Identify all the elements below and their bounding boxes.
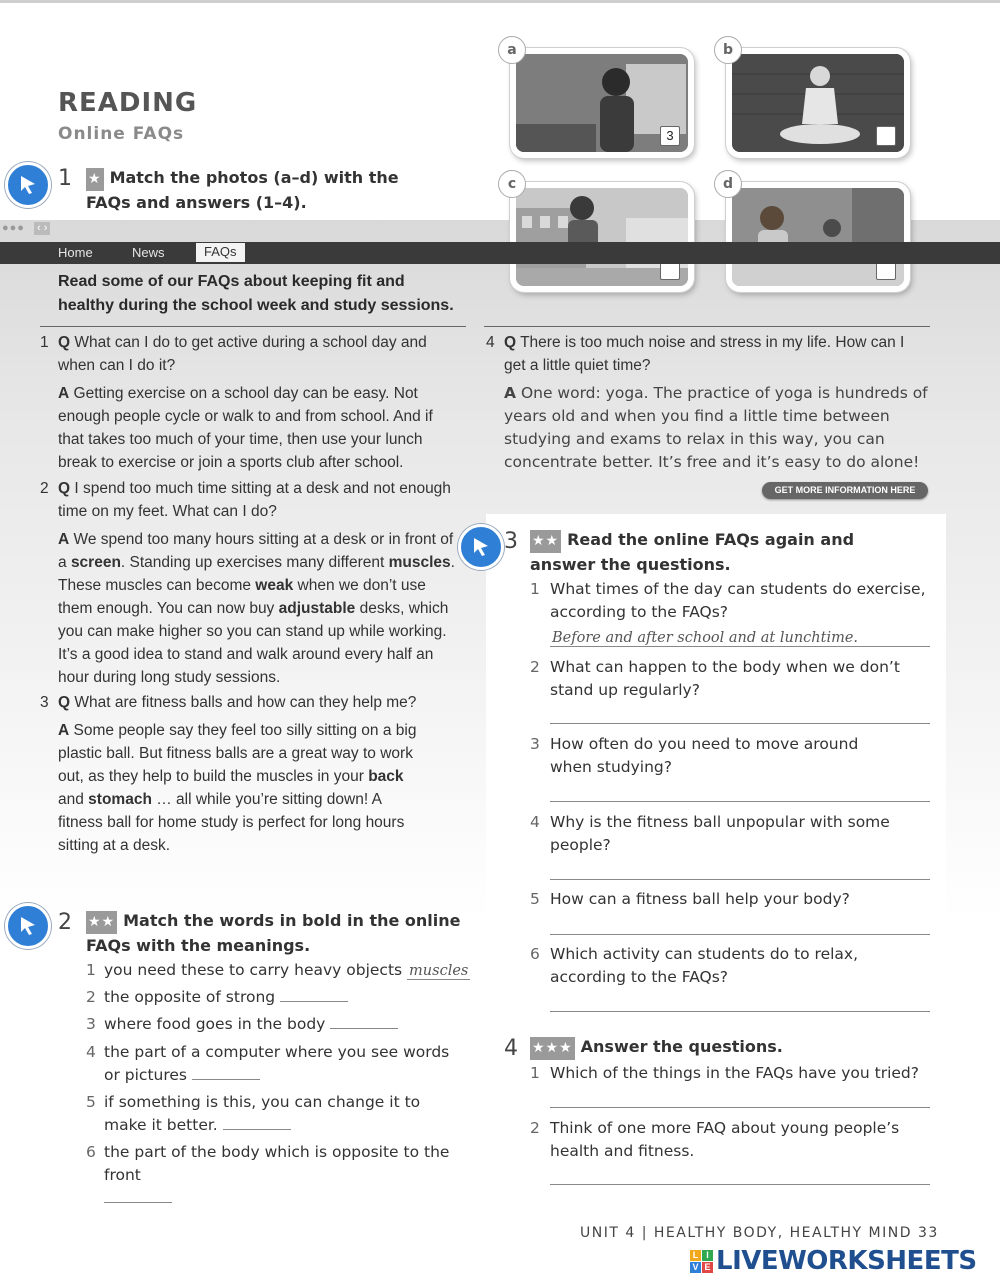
faq-1-answer-text: Getting exercise on a school day can be easy. Not enough people cycle or walk to and from school. And if that takes too much of your time, then use your lunch break to exercise or join a sports club after school.: [58, 385, 433, 471]
bold-word-screen: screen: [70, 554, 121, 571]
faq-1-question-text: What can I do to get active during a school day and when can I do it?: [58, 334, 427, 374]
ex2-item-2-answer[interactable]: [280, 987, 348, 1002]
faq-2-answer-part: . Standing up exercises many different: [120, 554, 389, 571]
ex4-q2-text: Think of one more FAQ about young people’s health and fitness.: [550, 1119, 900, 1160]
exercise-4-instructions: [530, 1035, 920, 1060]
ex2-item-1-answer[interactable]: muscles: [409, 963, 469, 979]
exercise-4-question-1: [530, 1062, 930, 1085]
exercise-2-pointer-icon[interactable]: [5, 903, 51, 949]
photo-a-answer-box[interactable]: 3: [660, 126, 680, 146]
faq-4-question: [486, 331, 930, 377]
faq-3-question: [40, 691, 448, 714]
ex2-item-5-answer[interactable]: [223, 1115, 291, 1130]
exercise-3-question-5: [530, 888, 920, 911]
ex2-item-6-answer[interactable]: [104, 1188, 172, 1203]
ex2-item-2-text: the opposite of strong: [104, 988, 276, 1006]
exercise-2-item-3: [86, 1013, 486, 1036]
photo-a: [507, 42, 694, 158]
ex3-q1-answer-line: [550, 646, 930, 647]
logo-letter: L: [690, 1250, 701, 1261]
faq-1-number: 1: [40, 334, 49, 351]
ex2-item-1-number: 1: [86, 961, 96, 979]
ex4-q2-answer-line: [550, 1184, 930, 1185]
footer-title: HEALTHY BODY, HEALTHY MIND: [653, 1225, 913, 1241]
section-subtitle: Online FAQs: [58, 124, 185, 144]
footer-separator: |: [641, 1225, 648, 1241]
ex2-item-1-line: [104, 959, 486, 983]
nav-tab-home[interactable]: Home: [58, 245, 93, 260]
ex2-item-4-answer[interactable]: [192, 1065, 260, 1080]
faq-3: [40, 691, 448, 857]
ex2-item-3-answer[interactable]: [330, 1014, 398, 1029]
get-more-info-button[interactable]: GET MORE INFORMATION HERE: [762, 482, 928, 499]
nav-tab-news[interactable]: News: [132, 245, 165, 260]
faq-2-answer: [40, 528, 458, 689]
ex2-item-5-number: 5: [86, 1093, 96, 1111]
bold-word-stomach: stomach: [88, 791, 152, 808]
faq-3-answer-part: and: [58, 791, 89, 808]
ex2-item-3-text: where food goes in the body: [104, 1015, 326, 1033]
intro-rule-left: [40, 326, 466, 327]
section-title: READING: [58, 88, 198, 118]
faq-4-answer-text: One word: yoga. The practice of yoga is hundreds of years old and when you find a little time between studying and exams to relax in this way, you can concentrate better. It’s free and it’s easy to do alone!: [504, 384, 928, 471]
bold-word-back: back: [368, 768, 404, 785]
faq-2-question-text: I spend too much time sitting at a desk and not enough time on my feet. What can I do?: [58, 480, 451, 520]
photo-b-label: b: [714, 36, 742, 64]
ex3-q1-number: 1: [530, 580, 540, 598]
liveworksheets-logo[interactable]: [690, 1246, 977, 1274]
photo-d-label: d: [714, 170, 742, 198]
bold-word-weak: weak: [255, 577, 294, 594]
exercise-1-instructions: [86, 166, 446, 214]
faq-2-a-marker: A: [58, 531, 70, 548]
ex2-item-5-line: [104, 1091, 466, 1137]
ex2-item-1-text: you need these to carry heavy objects: [104, 961, 403, 979]
bold-word-muscles: muscles: [388, 554, 451, 571]
ex4-q2-number: 2: [530, 1119, 540, 1137]
exercise-3-title: Read the online FAQs again and answer the questions.: [530, 530, 855, 574]
faq-2-answer-part: We spend too many hours sitting at a desk or in front of a: [58, 531, 454, 571]
photo-d: [722, 176, 910, 292]
exercise-2-item-2: [86, 986, 486, 1009]
exercise-2-stars: ★★: [86, 911, 117, 934]
exercise-1-number: 1: [58, 166, 72, 191]
exercise-2-title: Match the words in bold in the online FAQs with the meanings.: [86, 911, 461, 955]
ex3-q4-number: 4: [530, 813, 540, 831]
exercise-2-instructions: [86, 909, 466, 957]
faq-intro: Read some of our FAQs about keeping fit and healthy during the school week and study sessions.: [58, 273, 454, 314]
photo-a-label: a: [498, 36, 526, 64]
ex3-q2-number: 2: [530, 658, 540, 676]
ex2-item-4-line: [104, 1041, 456, 1087]
ex2-item-5-text: if something is this, you can change it to make it better.: [104, 1093, 421, 1134]
nav-tab-faqs[interactable]: FAQs: [196, 243, 245, 262]
browser-nav-arrows[interactable]: ‹ ›: [34, 222, 50, 235]
ex3-q1-text: What times of the day can students do exercise, according to the FAQs?: [550, 580, 926, 621]
faq-2-number: 2: [40, 480, 49, 497]
exercise-3-question-4: [530, 811, 920, 857]
ex4-q1-answer-line: [550, 1107, 930, 1108]
ex3-q6-number: 6: [530, 945, 540, 963]
exercise-3-instructions: [530, 528, 920, 576]
ex3-q2-text: What can happen to the body when we don’t stand up regularly?: [550, 658, 900, 699]
exercise-2-item-4: [86, 1041, 466, 1087]
bold-word-adjustable: adjustable: [278, 600, 356, 617]
exercise-2-item-5: [86, 1091, 466, 1137]
faq-4-number: 4: [486, 334, 495, 351]
faq-2-q-marker: Q: [58, 480, 71, 497]
faq-1-a-marker: A: [58, 385, 70, 402]
ex3-q6-text: Which activity can students do to relax, according to the FAQs?: [550, 945, 859, 986]
ex2-item-6-number: 6: [86, 1143, 96, 1161]
ex3-q1-answer[interactable]: Before and after school and at lunchtime.: [552, 630, 859, 646]
ex3-q5-number: 5: [530, 890, 540, 908]
browser-dots: ●●●: [2, 222, 25, 234]
exercise-3-pointer-icon[interactable]: [458, 524, 504, 570]
faq-2: [40, 477, 458, 689]
faq-4-q-marker: Q: [504, 334, 517, 351]
faq-3-q-marker: Q: [58, 694, 71, 711]
faq-2-answer-part: desks, which you can make higher so you can stand up while working. It’s a good idea to stand and walk around every half an hour during long study sessions.: [58, 600, 449, 686]
liveworksheets-logo-icon: [690, 1250, 713, 1273]
ex2-item-6-line: [104, 1141, 484, 1210]
ex3-q2-answer-line: [550, 723, 930, 724]
faq-1-question: [40, 331, 450, 377]
faq-1-answer: [40, 382, 450, 474]
ex2-item-4-text: the part of a computer where you see words or pictures: [104, 1043, 450, 1084]
ex3-q3-answer-line: [550, 801, 930, 802]
exercise-2-item-6: [86, 1141, 486, 1210]
ex2-item-4-number: 4: [86, 1043, 96, 1061]
ex2-item-6-text: the part of the body which is opposite to the front: [104, 1143, 450, 1184]
faq-2-answer-part: when we don’t use them enough. You can now buy: [58, 577, 426, 617]
ex3-q5-text: How can a fitness ball help your body?: [550, 890, 850, 908]
exercise-4-question-2: [530, 1117, 930, 1163]
exercise-1-stars: ★: [86, 168, 104, 191]
ex4-q1-number: 1: [530, 1064, 540, 1082]
exercise-4-stars: ★★★: [530, 1037, 575, 1060]
photo-c: [507, 176, 694, 292]
exercise-4-title: Answer the questions.: [580, 1037, 783, 1056]
footer-unit: UNIT 4: [580, 1225, 636, 1241]
exercise-2-item-1: [86, 959, 486, 983]
ex2-item-2-number: 2: [86, 988, 96, 1006]
exercise-4-number: 4: [504, 1036, 518, 1061]
ex2-item-2-line: [104, 986, 486, 1009]
faq-4-answer: [486, 382, 930, 474]
ex3-q6-answer-line: [550, 1011, 930, 1012]
logo-letter: I: [702, 1250, 713, 1261]
exercise-2-number: 2: [58, 910, 72, 935]
ex4-q1-text: Which of the things in the FAQs have you tried?: [550, 1064, 920, 1082]
faq-3-answer: [40, 719, 418, 857]
ex2-item-3-number: 3: [86, 1015, 96, 1033]
faq-3-question-text: What are fitness balls and how can they help me?: [74, 694, 417, 711]
faq-4: [486, 331, 930, 474]
ex3-q4-answer-line: [550, 879, 930, 880]
faq-3-number: 3: [40, 694, 49, 711]
exercise-3-question-3: [530, 733, 920, 779]
faq-1: [40, 331, 450, 474]
ex2-item-3-line: [104, 1013, 486, 1036]
liveworksheets-wordmark: LIVEWORKSHEETS: [716, 1246, 977, 1276]
exercise-3-number: 3: [504, 529, 518, 554]
logo-letter: E: [702, 1262, 713, 1273]
faq-2-answer-part: . These muscles can become: [58, 554, 455, 594]
faq-4-question-text: There is too much noise and stress in my life. How can I get a little quiet time?: [504, 334, 905, 374]
exercise-3-question-1: [530, 578, 930, 624]
exercise-1-pointer-icon[interactable]: [5, 162, 51, 208]
ex3-q4-text: Why is the fitness ball unpopular with some people?: [550, 813, 890, 854]
photo-b: [722, 42, 910, 158]
exercise-1-title: Match the photos (a–d) with the FAQs and answers (1–4).: [86, 168, 399, 212]
ex3-q3-number: 3: [530, 735, 540, 753]
exercise-3-question-6: [530, 943, 930, 989]
faq-3-answer-part: … all while you’re sitting down! A fitness ball for home study is perfect for long hours sitting at a desk.: [58, 791, 405, 854]
exercise-3-question-2: [530, 656, 934, 702]
logo-letter: V: [690, 1262, 701, 1273]
faq-1-q-marker: Q: [58, 334, 71, 351]
faq-3-answer-part: Some people say they feel too silly sitting on a big plastic ball. But fitness balls are a great way to work out, as they help to build the muscles in your: [58, 722, 417, 785]
photo-c-label: c: [498, 170, 526, 198]
photo-b-answer-box[interactable]: [876, 126, 896, 146]
faq-2-question: [40, 477, 458, 523]
ex3-q5-answer-line: [550, 934, 930, 935]
faq-4-a-marker: A: [504, 384, 516, 402]
faq-3-a-marker: A: [58, 722, 70, 739]
page-footer: [580, 1225, 939, 1241]
intro-rule-right: [484, 326, 930, 327]
top-rule: [0, 0, 1000, 3]
footer-page-number: 33: [917, 1225, 939, 1241]
ex3-q3-text: How often do you need to move around when studying?: [550, 735, 859, 776]
exercise-3-stars: ★★: [530, 530, 561, 553]
